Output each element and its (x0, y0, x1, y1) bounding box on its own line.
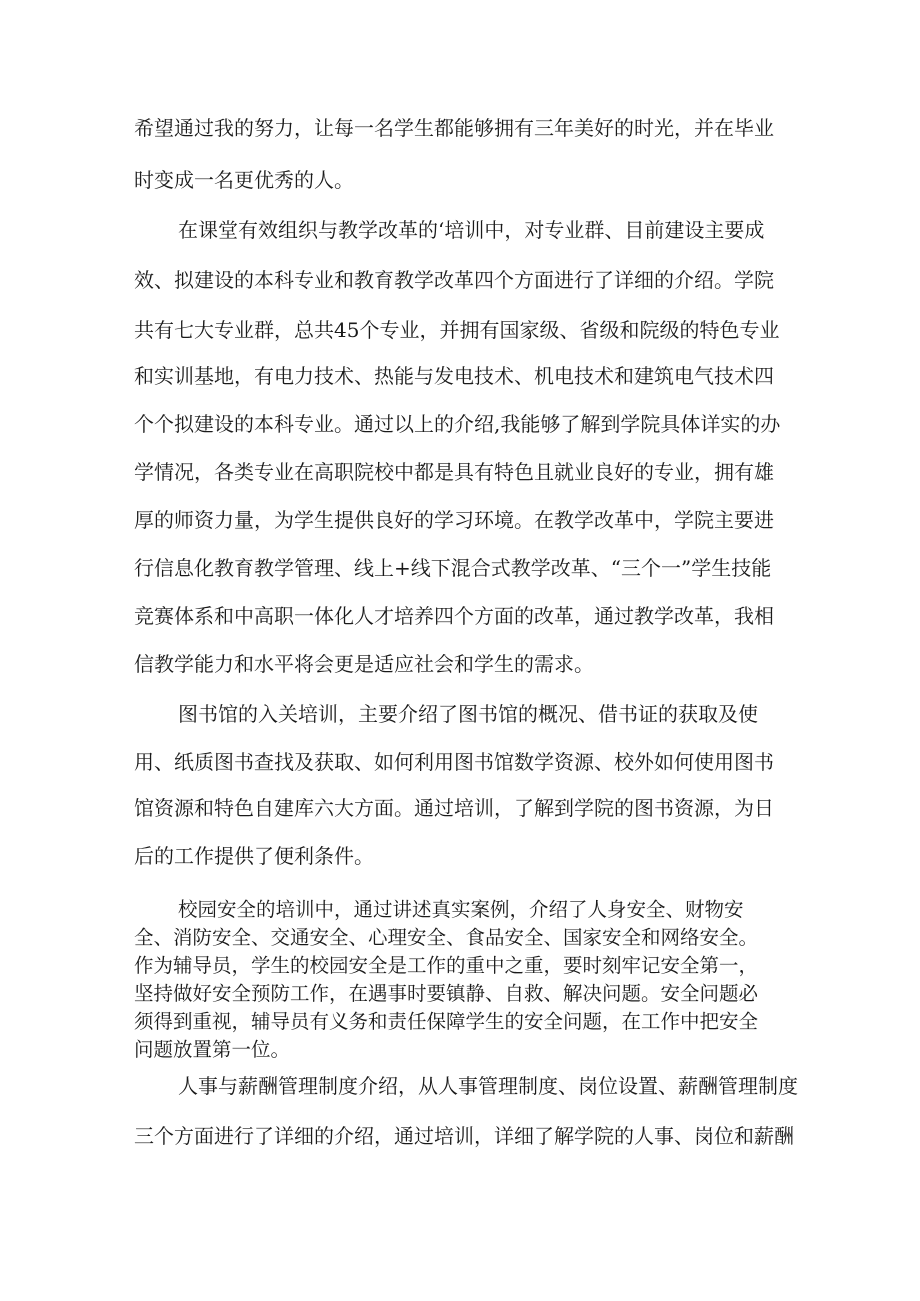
text-line: 人事与薪酬管理制度介绍，从人事管理制度、岗位设置、薪酬管理制度 (178, 1074, 798, 1098)
text-line: 学情况，各类专业在高职院校中都是具有特色且就业良好的专业，拥有雄 (134, 460, 774, 484)
text-line: 在课堂有效组织与教学改革的‘培训中，对专业群、目前建设主要成 (178, 218, 765, 242)
text-line: 希望通过我的努力，让每一名学生都能够拥有三年美好的时光，并在毕业 (134, 116, 774, 140)
text-line: 后的工作提供了便利条件。 (134, 844, 374, 868)
text-line: 共有七大专业群，总共45个专业，并拥有国家级、省级和院级的特色专业 (134, 318, 780, 342)
text-line: 须得到重视，辅导员有义务和责任保障学生的安全问题，在工作中把安全 (134, 1010, 759, 1033)
text-line: 问题放置第一位。 (134, 1038, 291, 1061)
text-line: 和实训基地，有电力技术、热能与发电技术、机电技术和建筑电气技术四 (134, 364, 774, 388)
text-line: 作为辅导员，学生的校园安全是工作的重中之重，要时刻牢记安全第一， (134, 954, 759, 977)
text-line: 行信息化教育教学管理、线上+线下混合式教学改革、“三个一”学生技能 (134, 556, 772, 580)
text-line: 厚的师资力量，为学生提供良好的学习环境。在教学改革中，学院主要进 (134, 508, 774, 532)
text-line: 校园安全的培训中，通过讲述真实案例，介绍了人身安全、财物安 (178, 898, 744, 921)
text-line: 时变成一名更优秀的人。 (134, 168, 354, 192)
text-line: 效、拟建设的本科专业和教育教学改革四个方面进行了详细的介绍。学院 (134, 268, 774, 292)
text-line: 图书馆的入关培训，主要介绍了图书馆的概况、借书证的获取及使 (178, 702, 758, 726)
text-line: 坚持做好安全预防工作，在遇事时要镇静、自救、解决问题。安全问题必 (134, 982, 759, 1005)
text-line: 信教学能力和水平将会更是适应社会和学生的需求。 (134, 652, 594, 676)
text-line: 三个方面进行了详细的介绍，通过培训，详细了解学院的人事、岗位和薪酬 (134, 1124, 794, 1148)
text-line: 用、纸质图书查找及获取、如何利用图书馆数学资源、校外如何使用图书 (134, 750, 774, 774)
text-line: 个个拟建设的本科专业。通过以上的介绍,我能够了解到学院具体详实的办 (134, 412, 781, 436)
text-line: 全、消防安全、交通安全、心理安全、食品安全、国家安全和网络安全。 (134, 926, 759, 949)
text-line: 竞赛体系和中高职一体化人才培养四个方面的改革，通过教学改革，我相 (134, 604, 774, 628)
text-line: 馆资源和特色自建库六大方面。通过培训，了解到学院的图书资源，为日 (134, 796, 774, 820)
